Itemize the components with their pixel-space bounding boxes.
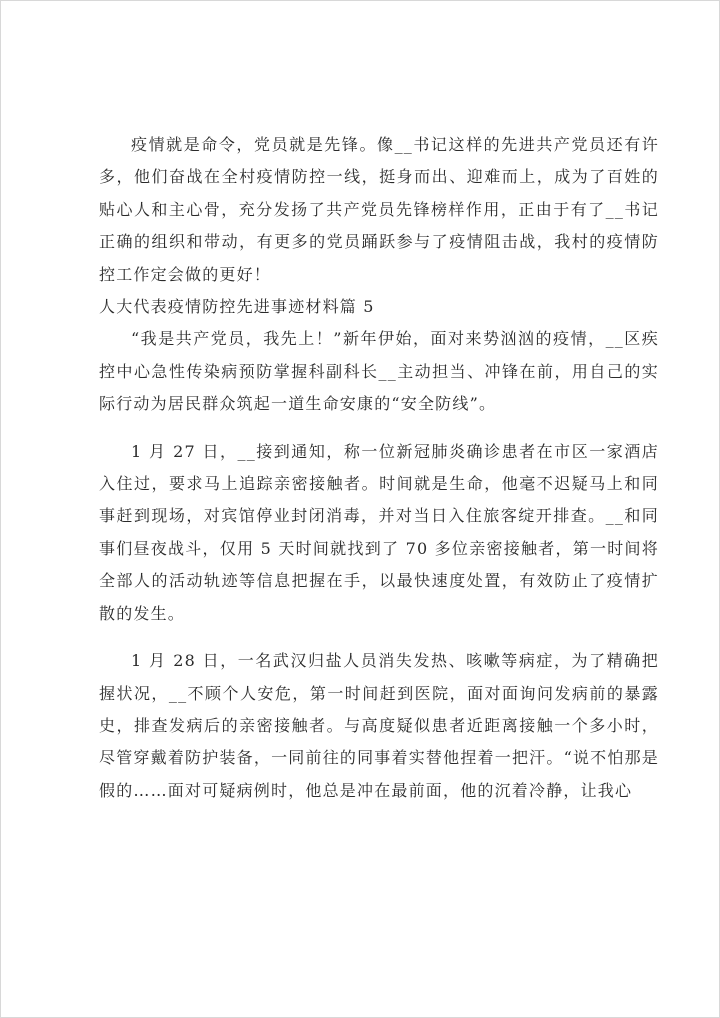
paragraph-2: “我是共产党员，我先上！”新年伊始，面对来势汹汹的疫情，__区疾控中心急性传染病预防掌握科副科长__主动担当、冲锋在前，用自己的实际行动为居民群众筑起一道生命安康的“安全防线”。 <box>99 329 659 414</box>
paragraph-4: 1 月 28 日，一名武汉归盐人员消失发热、咳嗽等病症，为了精确把握状况，__不顾个人安危，第一时间赶到医院，面对面询问发病前的暴露史，排查发病后的亲密接触者。与高度疑似患者近距离接触一个多小时，尽管穿戴着防护装备，一同前往的同事着实替他捏着一把汗。“说不怕那是假的……面对可疑病例时，他总是冲在最前面，他的沉着冷静，让我心 <box>99 651 659 800</box>
paragraph-1: 疫情就是命令，党员就是先锋。像__书记这样的先进共产党员还有许多，他们奋战在全村疫情防控一线，挺身而出、迎难而上，成为了百姓的贴心人和主心骨，充分发扬了共产党员先锋榜样作用，正由于有了__书记正确的组织和带动，有更多的党员踊跃参与了疫情阻击战，我村的疫情防控工作定会做的更好！ <box>99 135 659 284</box>
paragraph-3: 1 月 27 日，__接到通知，称一位新冠肺炎确诊患者在市区一家酒店入住过，要求马上追踪亲密接触者。时间就是生命，他毫不迟疑马上和同事赶到现场，对宾馆停业封闭消毒，并对当日入住旅客绽开排查。__和同事们昼夜战斗，仅用 5 天时间就找到了 70 多位亲密接触者，第一时间将全部人的活动轨迹等信息把握在手，以最快速度处置，有效防止了疫情扩散的发生。 <box>99 441 659 623</box>
section-heading: 人大代表疫情防控先进事迹材料篇 5 <box>99 297 375 317</box>
document-body <box>99 129 659 807</box>
